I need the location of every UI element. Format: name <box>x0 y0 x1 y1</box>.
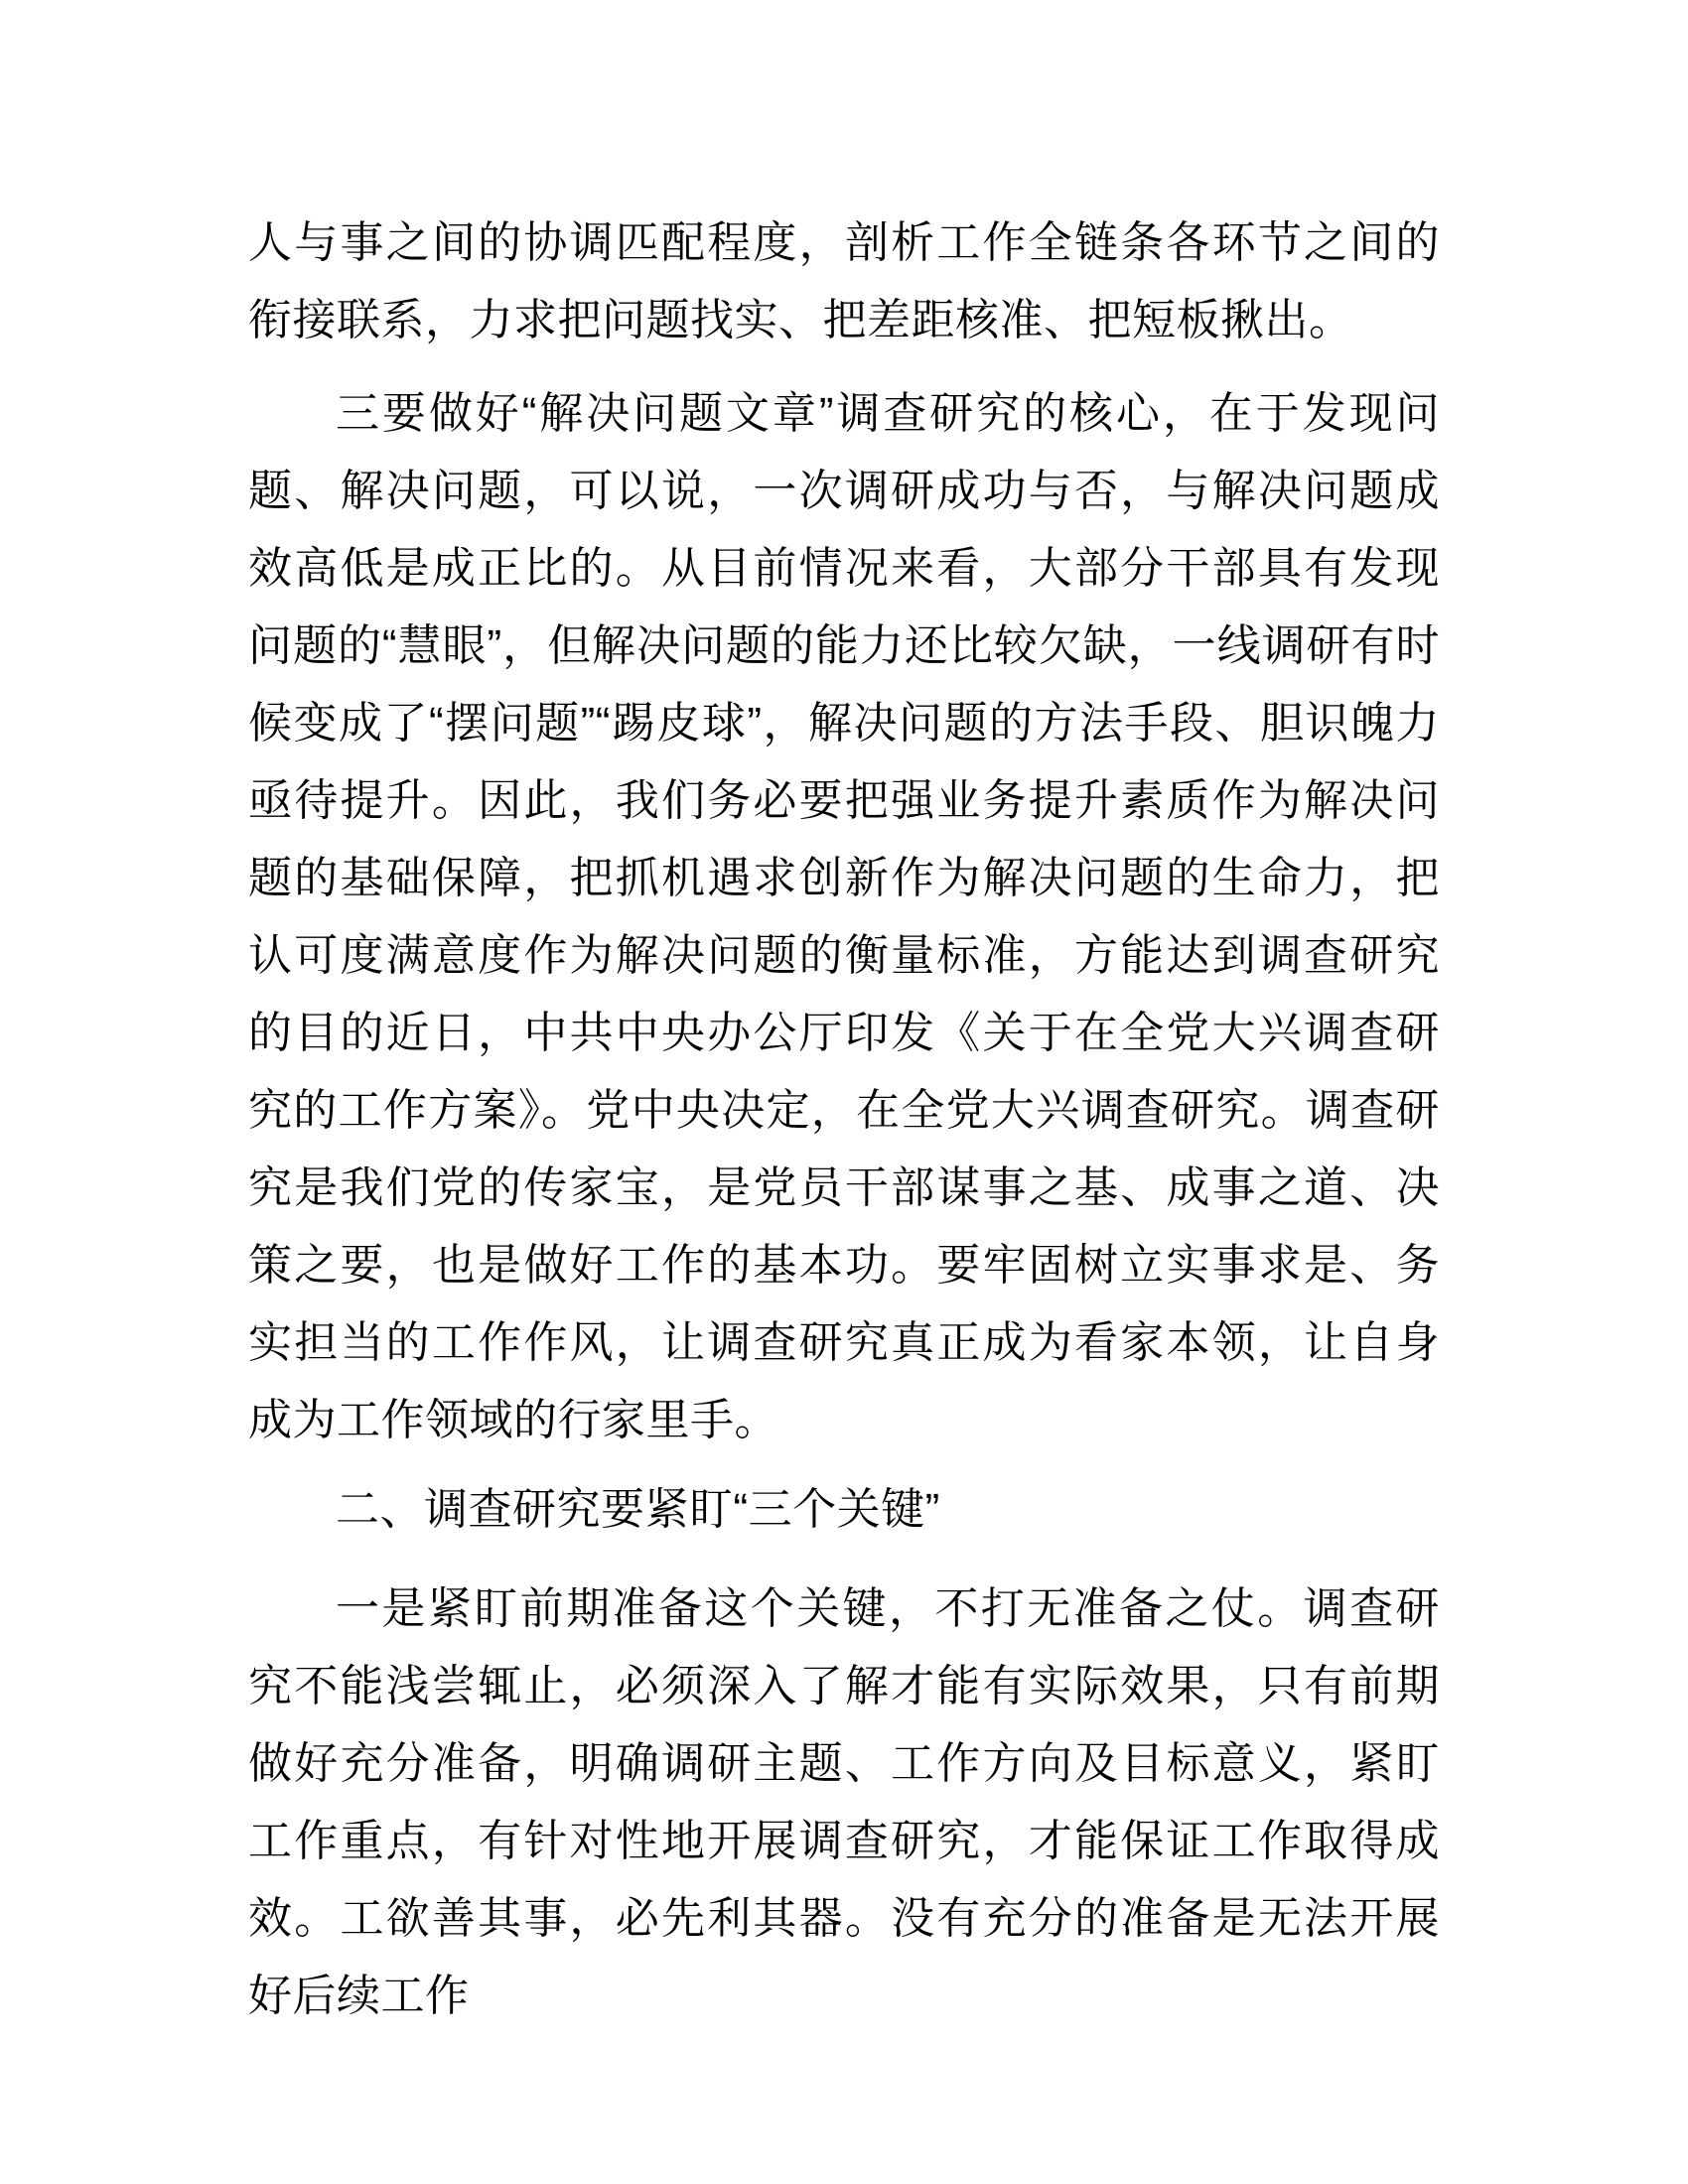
paragraph-solving-problems: 三要做好“解决问题文章”调查研究的核心，在于发现问题、解决问题，可以说，一次调研成功与否，与解决问题成效高低是成正比的。从目前情况来看，大部分干部具有发现问题的“慧眼”，但解决问题的能力还比较欠缺，一线调研有时候变成了“摆问题”“踢皮球”，解决问题的方法手段、胆识魄力亟待提升。因此，我们务必要把强业务提升素质作为解决问题的基础保障，把抓机遇求创新作为解决问题的生命力，把认可度满意度作为解决问题的衡量标准，方能达到调查研究的目的近日，中共中央办公厅印发《关于在全党大兴调查研究的工作方案》。党中央决定，在全党大兴调查研究。调查研究是我们党的传家宝，是党员干部谋事之基、成事之道、决策之要，也是做好工作的基本功。要牢固树立实事求是、务实担当的工作作风，让调查研究真正成为看家本领，让自身成为工作领域的行家里手。 <box>248 389 1440 1444</box>
section-heading-two: 二、调查研究要紧盯“三个关键” <box>336 1485 940 1534</box>
paragraph-early-preparation: 一是紧盯前期准备这个关键，不打无准备之仗。调查研究不能浅尝辄止，必须深入了解才能有实际效果，只有前期做好充分准备，明确调研主题、工作方向及目标意义，紧盯工作重点，有针对性地开展调查研究，才能保证工作取得成效。工欲善其事，必先利其器。没有充分的准备是无法开展好后续工作 <box>248 1584 1440 2020</box>
paragraph-continuation: 人与事之间的协调匹配程度，剖析工作全链条各环节之间的衔接联系，力求把问题找实、把差距核准、把短板揪出。 <box>248 218 1440 344</box>
